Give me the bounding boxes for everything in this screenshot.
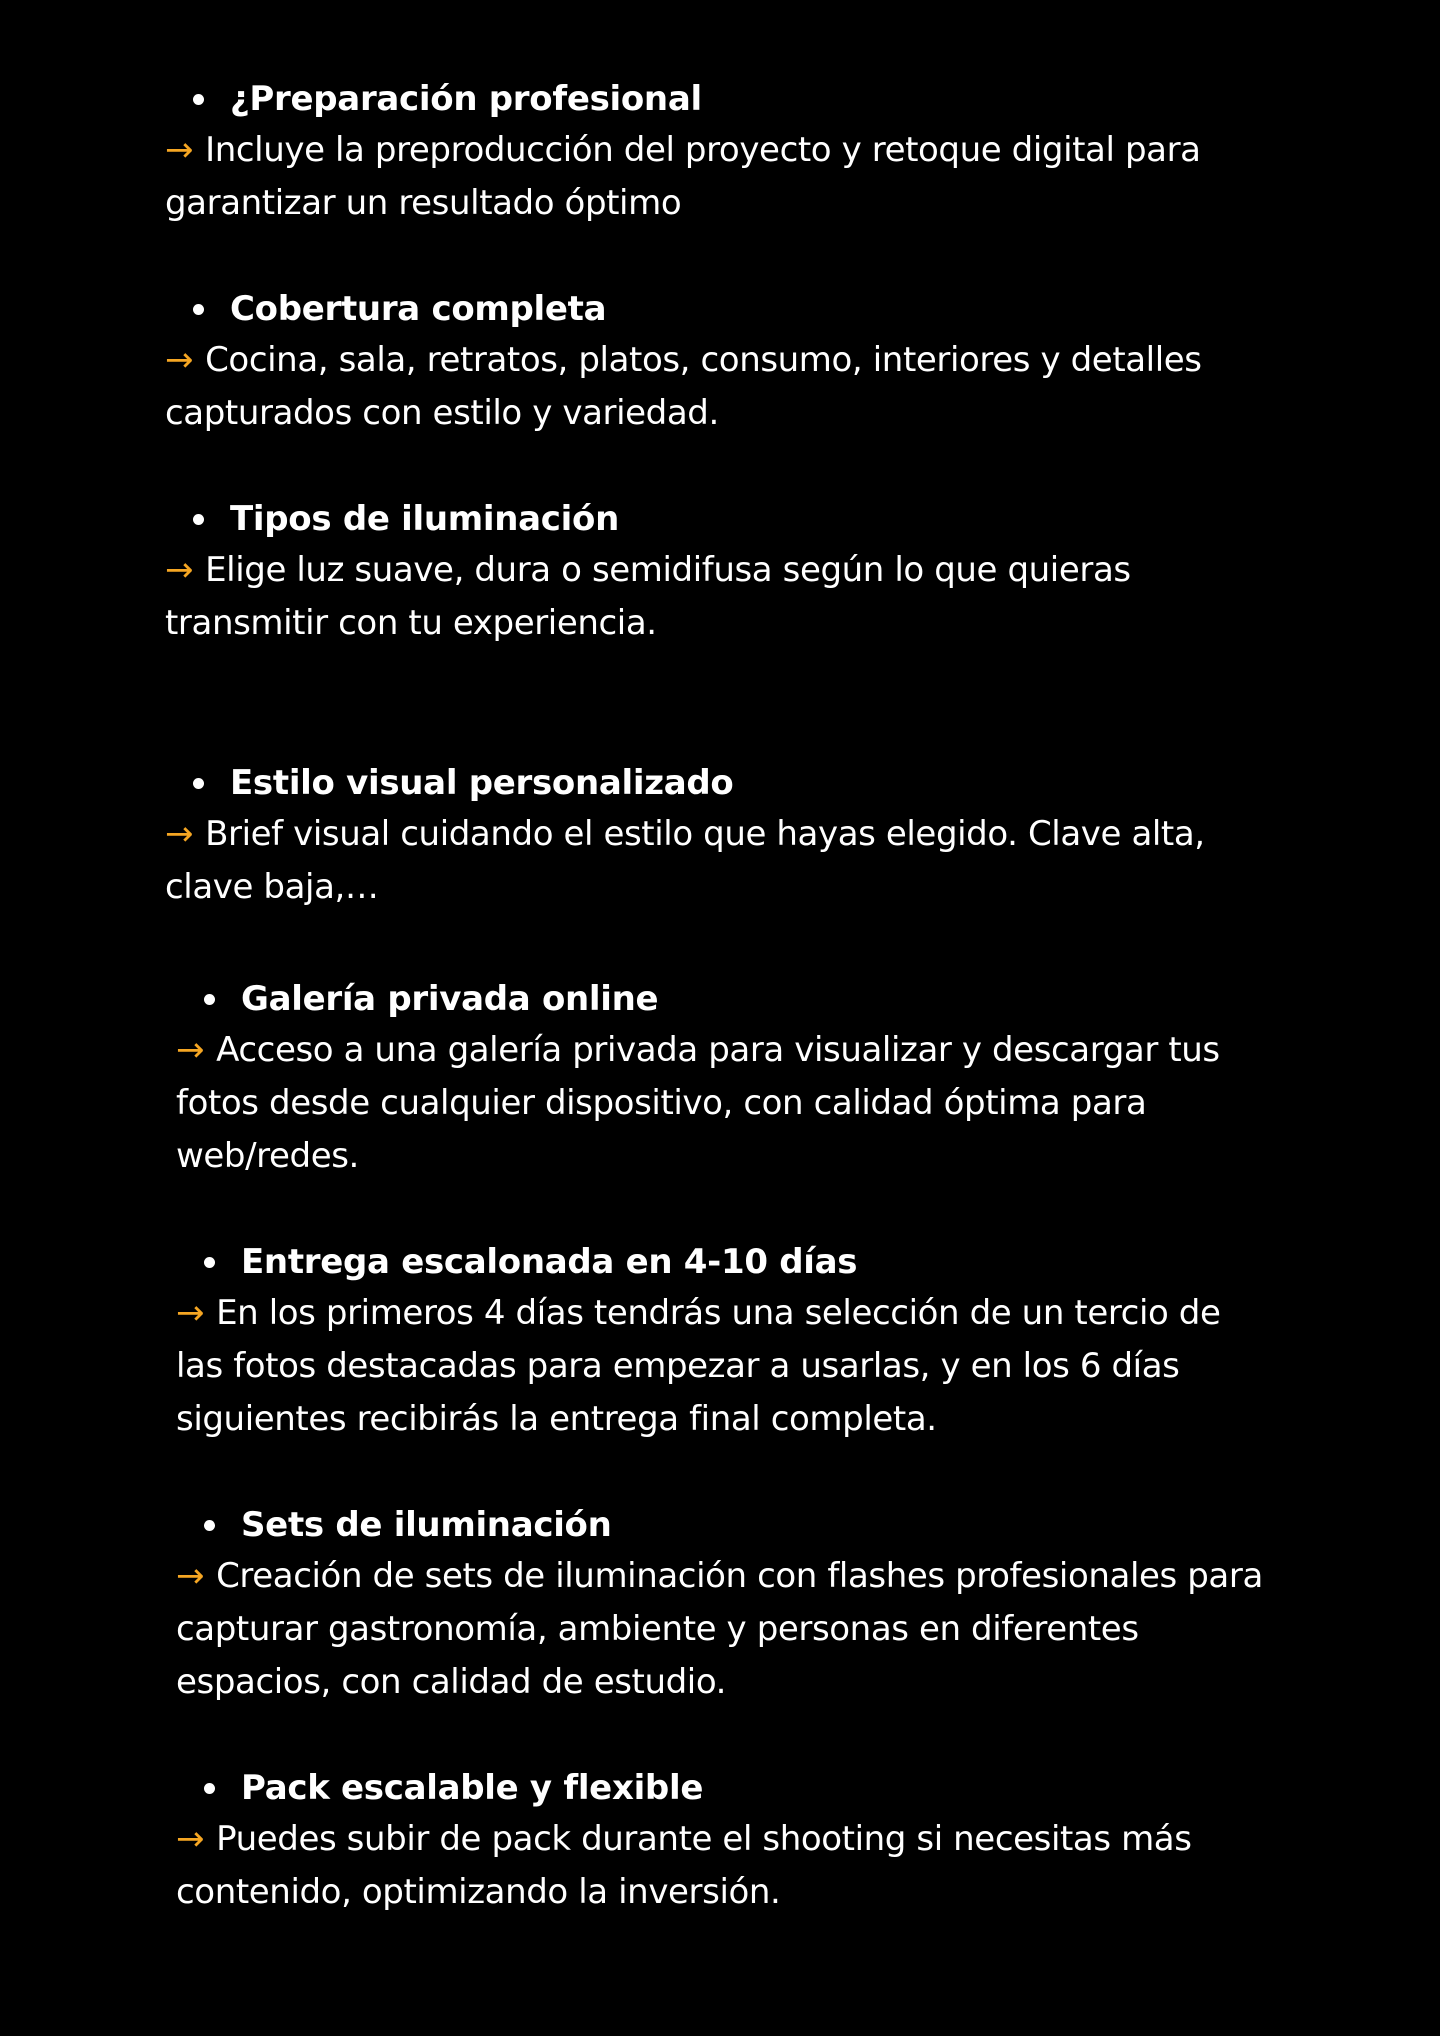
feature-item [165,284,1305,440]
bullet-icon [204,1257,215,1268]
feature-title: Galería privada online [241,979,659,1019]
arrow-icon: → [165,814,194,854]
feature-title: Tipos de iluminación [230,499,619,539]
arrow-icon: → [176,1556,205,1596]
feature-item [165,494,1245,650]
feature-description: → Elige luz suave, dura o semidifusa según lo que quieras transmitir con tu experiencia. [165,550,1131,643]
feature-title: Pack escalable y flexible [241,1768,704,1808]
feature-item [176,1500,1286,1709]
feature-description: → Creación de sets de iluminación con flashes profesionales para capturar gastronomía, ambiente y personas en diferentes espacios, con calidad de estudio. [176,1556,1263,1702]
feature-description: → Acceso a una galería privada para visualizar y descargar tus fotos desde cualquier dispositivo, con calidad óptima para web/redes. [176,1030,1220,1176]
feature-description: → Brief visual cuidando el estilo que hayas elegido. Clave alta, clave baja,… [165,814,1205,907]
feature-title: Cobertura completa [230,289,607,329]
feature-item [176,974,1256,1183]
feature-description: → Puedes subir de pack durante el shooting si necesitas más contenido, optimizando la inversión. [176,1819,1192,1912]
feature-item [165,74,1245,230]
arrow-icon: → [176,1030,205,1070]
bullet-icon [193,778,204,789]
arrow-icon: → [165,340,194,380]
feature-description: → Incluye la preproducción del proyecto y retoque digital para garantizar un resultado óptimo [165,130,1201,223]
bullet-icon [204,1520,215,1531]
feature-title: ¿Preparación profesional [230,79,702,119]
arrow-icon: → [176,1293,205,1333]
feature-item [165,758,1255,914]
arrow-icon: → [165,550,194,590]
feature-item [176,1763,1216,1919]
bullet-icon [193,304,204,315]
arrow-icon: → [176,1819,205,1859]
feature-description: → Cocina, sala, retratos, platos, consumo, interiores y detalles capturados con estilo y variedad. [165,340,1202,433]
feature-title: Sets de iluminación [241,1505,612,1545]
feature-title: Estilo visual personalizado [230,763,734,803]
bullet-icon [204,1783,215,1794]
bullet-icon [204,994,215,1005]
feature-item [176,1237,1256,1446]
feature-description: → En los primeros 4 días tendrás una selección de un tercio de las fotos destacadas para empezar a usarlas, y en los 6 días siguientes recibirás la entrega final completa. [176,1293,1221,1439]
feature-title: Entrega escalonada en 4-10 días [241,1242,858,1282]
arrow-icon: → [165,130,194,170]
bullet-icon [193,94,204,105]
bullet-icon [193,514,204,525]
